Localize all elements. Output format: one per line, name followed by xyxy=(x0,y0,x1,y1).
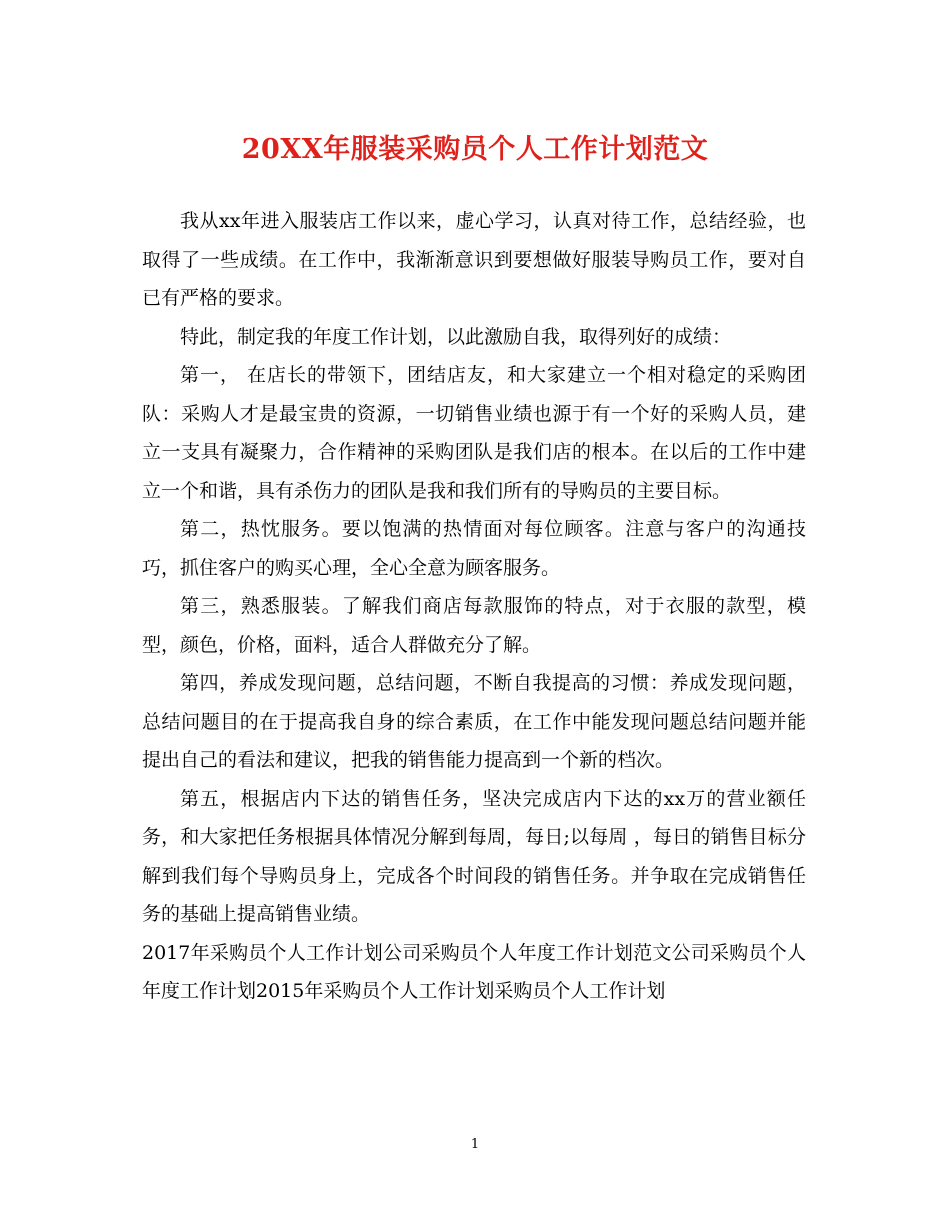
page-number: 1 xyxy=(470,1137,480,1152)
paragraph-point-5: 第五，根据店内下达的销售任务，坚决完成店内下达的xx万的营业额任务，和大家把任务根据具体情况分解到每周，每日;以每周 ，每日的销售目标分解到我们每个导购员身上，完成各个时间段的销售任务。并争取在完成销售任务的基础上提高销售业绩。 xyxy=(142,787,806,925)
paragraph-point-1: 第一， 在店长的带领下，团结店友，和大家建立一个相对稳定的采购团队：采购人才是最宝贵的资源，一切销售业绩也源于有一个好的采购人员，建立一支具有凝聚力，合作精神的采购团队是我们店的根本。在以后的工作中建立一个和谐，具有杀伤力的团队是我和我们所有的导购员的主要目标。 xyxy=(142,364,806,502)
paragraph-point-3: 第三，熟悉服装。了解我们商店每款服饰的特点，对于衣服的款型，模型，颜色，价格，面料，适合人群做充分了解。 xyxy=(142,595,806,656)
paragraph-point-2: 第二，热忱服务。要以饱满的热情面对每位顾客。注意与客户的沟通技巧，抓住客户的购买心理，全心全意为顾客服务。 xyxy=(142,518,806,579)
document-body xyxy=(142,202,806,1011)
paragraph-plan-intro: 特此，制定我的年度工作计划，以此激励自我，取得列好的成绩： xyxy=(180,325,732,348)
related-links-text: 2017年采购员个人工作计划公司采购员个人年度工作计划范文公司采购员个人年度工作计划2015年采购员个人工作计划采购员个人工作计划 xyxy=(142,941,806,1002)
document-title: 20XX年服装采购员个人工作计划范文 xyxy=(241,134,709,165)
paragraph-point-4: 第四，养成发现问题，总结问题，不断自我提高的习惯：养成发现问题，总结问题目的在于提高我自身的综合素质，在工作中能发现问题总结问题并能提出自己的看法和建议，把我的销售能力提高到一个新的档次。 xyxy=(142,672,806,771)
paragraph-intro: 我从xx年进入服装店工作以来，虚心学习，认真对待工作，总结经验，也取得了一些成绩。在工作中，我渐渐意识到要想做好服装导购员工作，要对自已有严格的要求。 xyxy=(142,210,806,309)
